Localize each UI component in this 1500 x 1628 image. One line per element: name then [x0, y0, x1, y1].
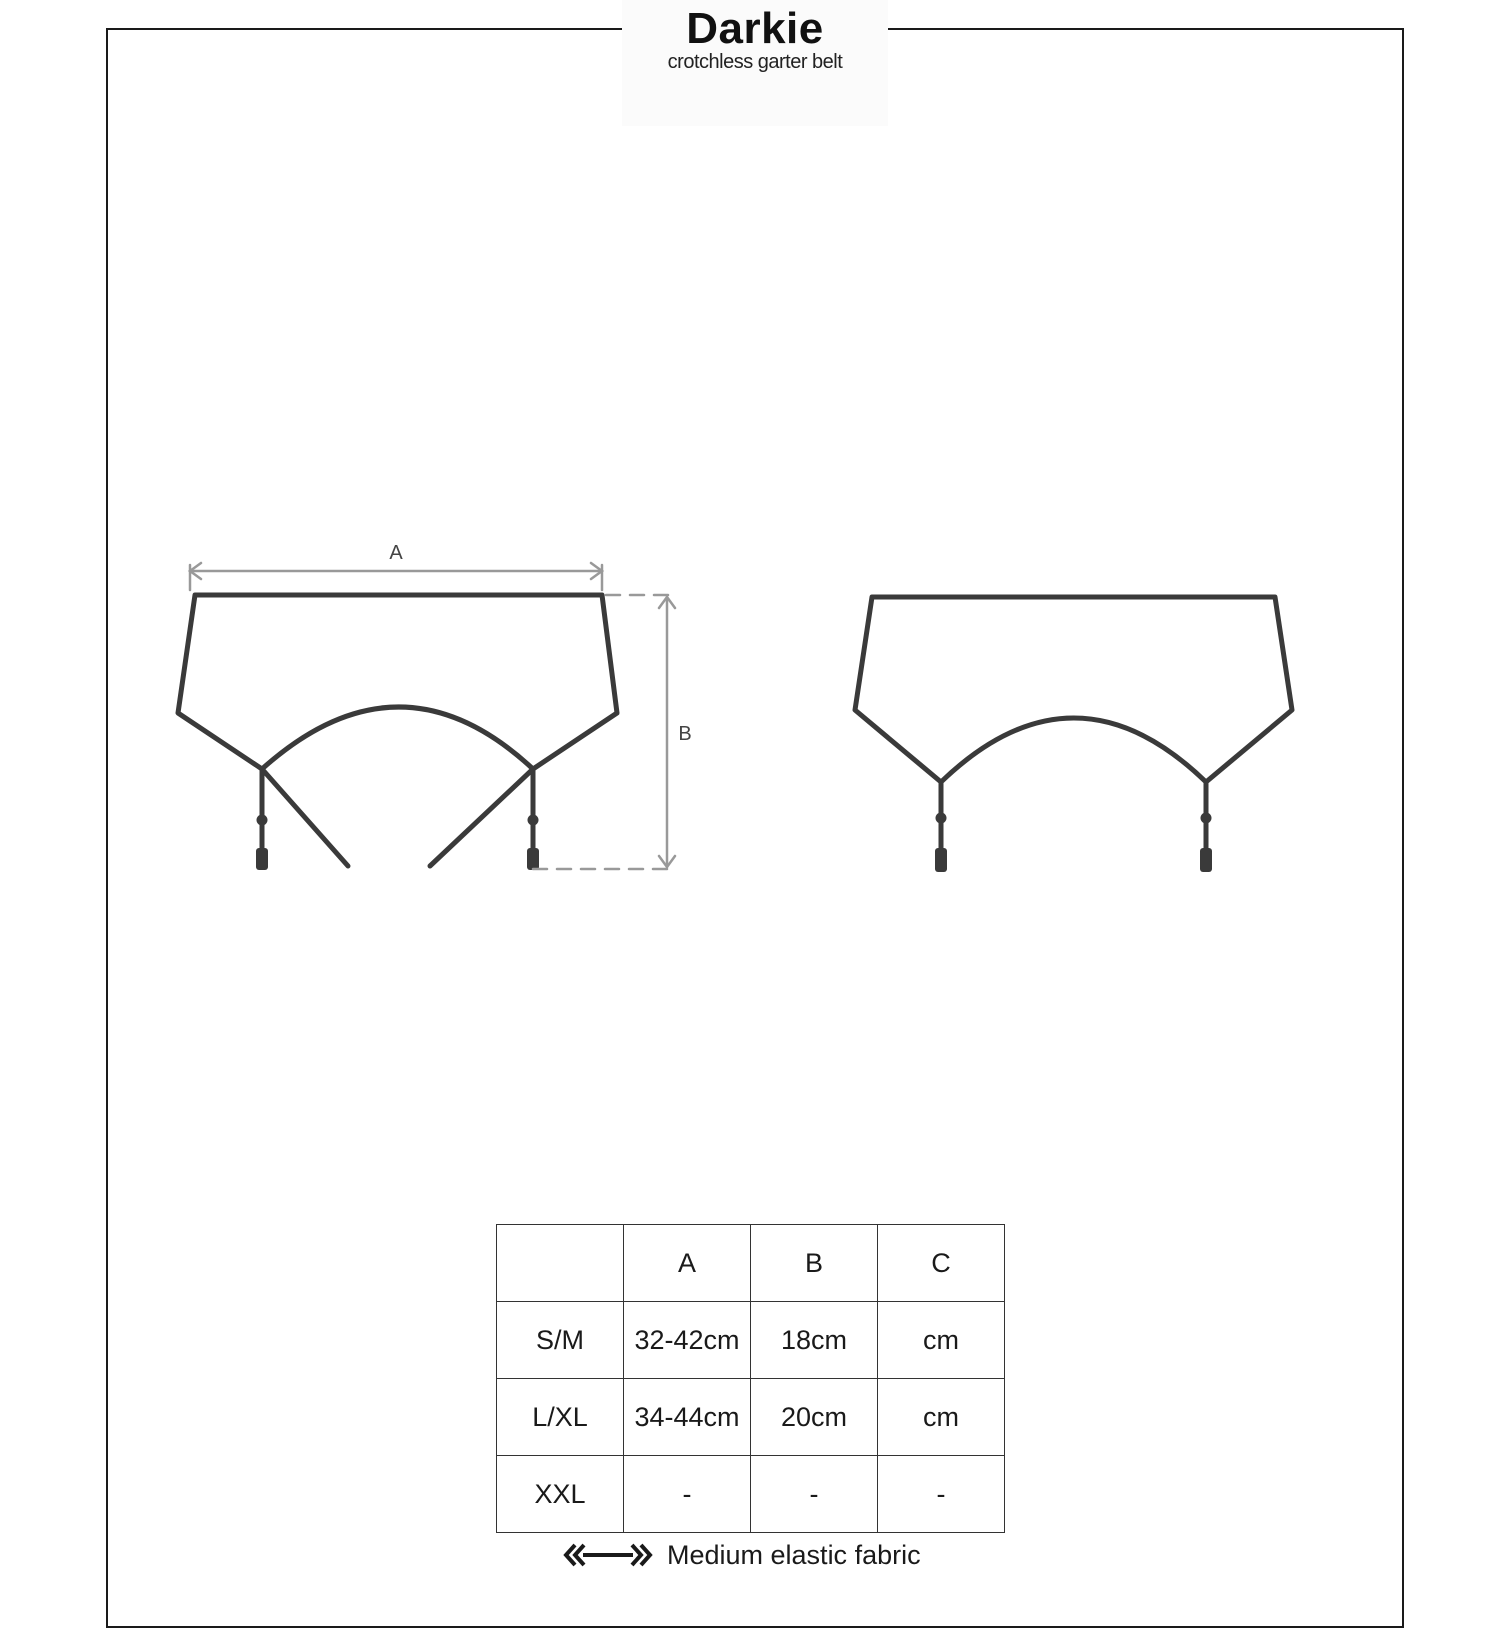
table-header-cell: C	[878, 1225, 1005, 1302]
front-belt-outline	[178, 595, 617, 769]
table-row	[497, 1302, 1005, 1379]
back-left-clip-ring	[936, 813, 947, 824]
value-cell: 20cm	[751, 1379, 878, 1456]
value-cell: -	[878, 1456, 1005, 1533]
dimension-b	[533, 595, 675, 869]
table-row	[497, 1456, 1005, 1533]
product-title: Darkie	[686, 4, 824, 53]
front-right-clip	[527, 848, 539, 870]
fabric-label: Medium elastic fabric	[667, 1539, 921, 1570]
dimension-a-label: A	[389, 542, 403, 564]
dimension-b-label: B	[678, 723, 692, 745]
back-belt-outline	[855, 597, 1292, 782]
fabric-note	[563, 1535, 921, 1575]
value-cell: -	[624, 1456, 751, 1533]
product-subtitle: crotchless garter belt	[667, 51, 843, 73]
front-view	[178, 595, 617, 866]
size-cell: XXL	[497, 1456, 624, 1533]
value-cell: cm	[878, 1302, 1005, 1379]
back-right-clip	[1200, 848, 1212, 872]
size-cell: S/M	[497, 1302, 624, 1379]
value-cell: 32-42cm	[624, 1302, 751, 1379]
front-right-strap	[430, 769, 533, 866]
value-cell: cm	[878, 1379, 1005, 1456]
back-view	[855, 597, 1292, 850]
double-arrow-icon	[563, 1542, 653, 1568]
back-right-clip-ring	[1201, 813, 1212, 824]
table-row	[497, 1379, 1005, 1456]
front-left-strap	[262, 769, 348, 866]
front-left-clip	[256, 848, 268, 870]
value-cell: 34-44cm	[624, 1379, 751, 1456]
table-header-cell: A	[624, 1225, 751, 1302]
size-cell: L/XL	[497, 1379, 624, 1456]
table-header-cell: B	[751, 1225, 878, 1302]
front-clips	[256, 815, 539, 871]
dimension-a	[190, 563, 602, 590]
front-right-clip-ring	[528, 815, 539, 826]
table-header-cell	[497, 1225, 624, 1302]
value-cell: -	[751, 1456, 878, 1533]
table-header-row	[497, 1225, 1005, 1302]
size-table	[496, 1224, 1005, 1533]
back-clips	[935, 813, 1212, 873]
value-cell: 18cm	[751, 1302, 878, 1379]
back-left-clip	[935, 848, 947, 872]
front-left-clip-ring	[257, 815, 268, 826]
